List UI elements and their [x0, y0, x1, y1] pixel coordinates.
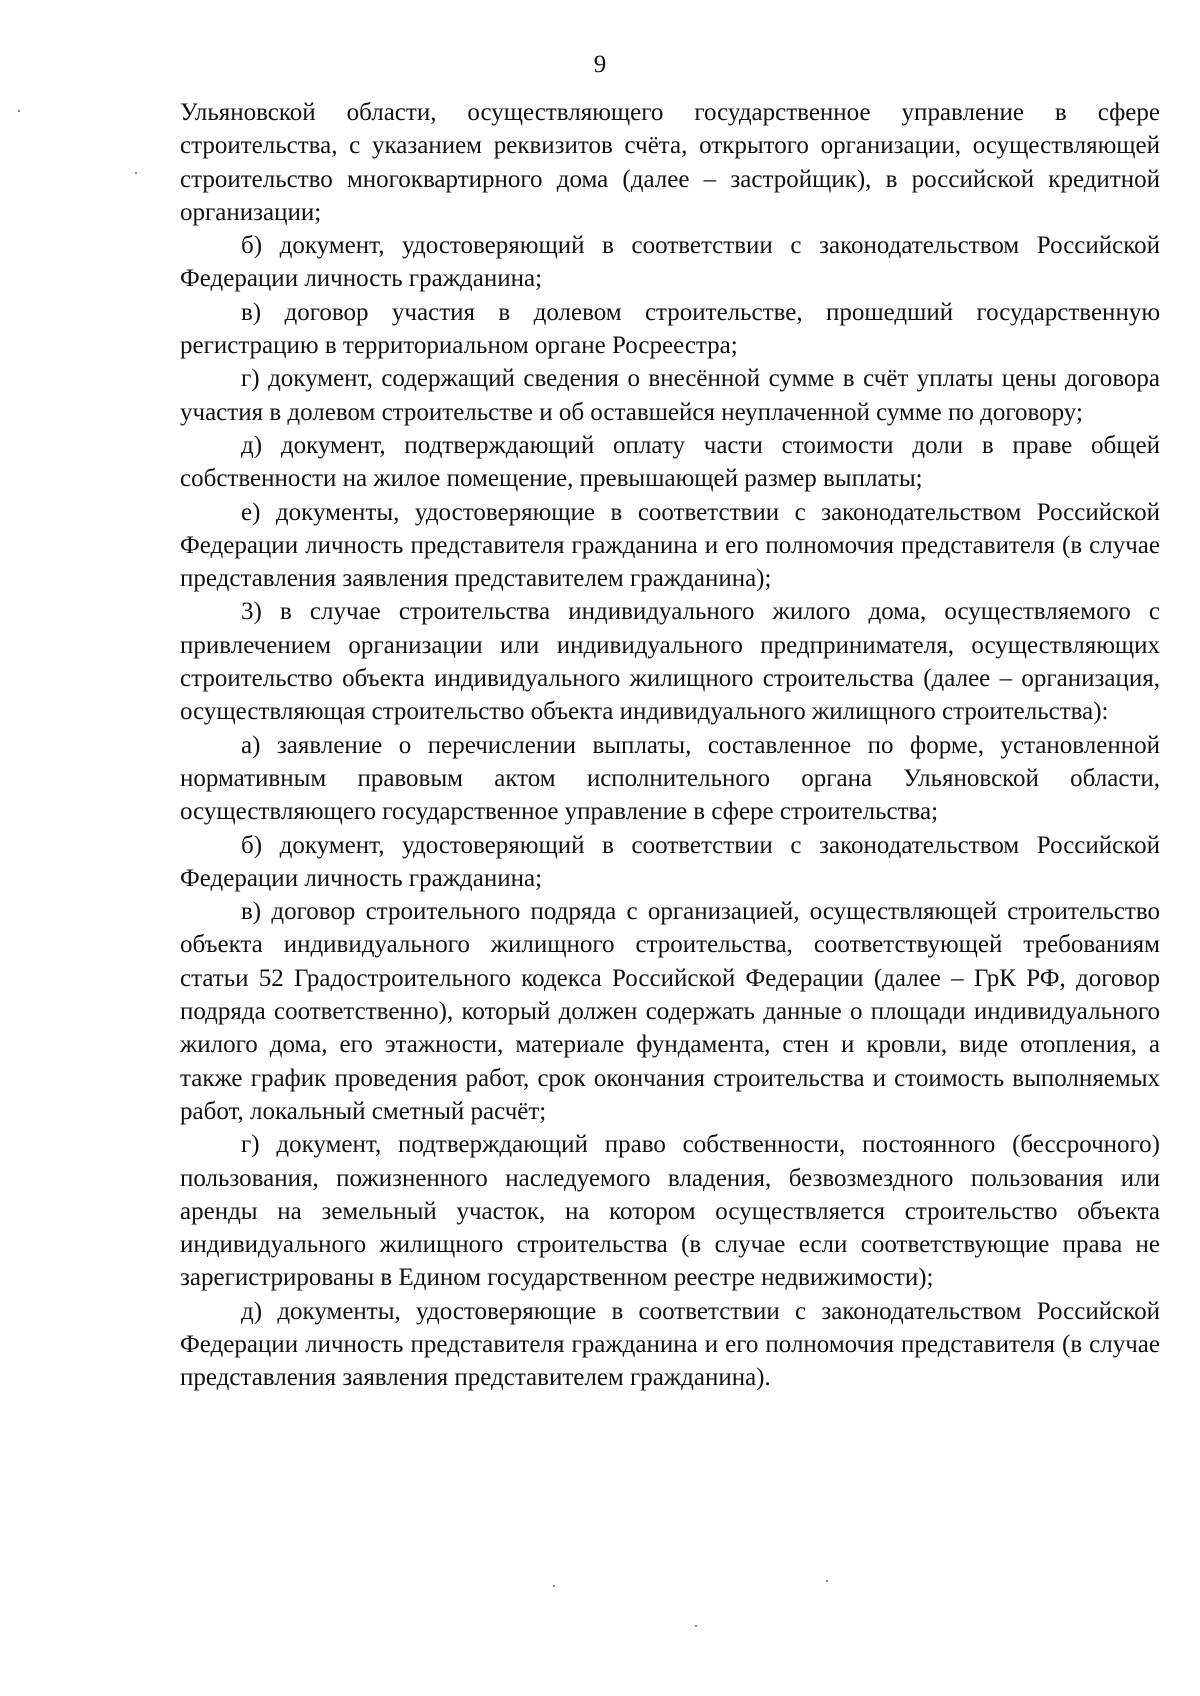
page-number: 9 [593, 51, 607, 78]
paragraph-item-g-2: г) документ, подтверждающий право собственности, постоянного (бессрочного) пользования, пожизненного наследуемого владения, безвозмездного пользования или аренды на земельный участок, на котором осуществляется строительство объекта индивидуального жилищного строительства (в случае если соответствующие права не зарегистрированы в Едином государственном реестре недвижимости); [180, 1131, 1160, 1292]
paragraph-item-v: в) договор участия в долевом строительстве, прошедший государственную регистрацию в территориальном органе Росреестра; [180, 298, 1160, 360]
paragraph-item-e: е) документы, удостоверяющие в соответствии с законодательством Российской Федерации личность представителя гражданина и его полномочия представителя (в случае представления заявления представителем гражданина); [180, 498, 1160, 593]
paragraph-item-g: г) документ, содержащий сведения о внесённой сумме в счёт уплаты цены договора участия в долевом строительстве и об оставшейся неуплаченной сумме по договору; [180, 365, 1160, 426]
paragraph-item-d: д) документ, подтверждающий оплату части стоимости доли в праве общей собственности на жилое помещение, превышающей размер выплаты; [180, 431, 1160, 493]
scan-speck [695, 1625, 697, 1627]
scan-speck [553, 1585, 555, 1587]
scan-speck [18, 110, 20, 112]
scan-speck [135, 172, 137, 174]
paragraph-item-b-2: б) документ, удостоверяющий в соответствии с законодательством Российской Федерации личность гражданина; [180, 831, 1160, 892]
document-body [180, 96, 1160, 1395]
paragraph-item-v-2: в) договор строительного подряда с организацией, осуществляющей строительство объекта индивидуального жилищного строительства, соответствующей требованиям статьи 52 Градостроительного кодекса Российской Федерации (далее – ГрК РФ, договор подряда соответственно), который должен содержать данные о площади индивидуального жилого дома, его этажности, материале фундамента, стен и кровли, виде отопления, а также график проведения работ, срок окончания строительства и стоимость выполняемых работ, локальный сметный расчёт; [180, 898, 1160, 1125]
paragraph-item-a: а) заявление о перечислении выплаты, составленное по форме, установленной нормативным правовым актом исполнительного органа Ульяновской области, осуществляющего государственное управление в сфере строительства; [180, 731, 1160, 826]
paragraph-item-b: б) документ, удостоверяющий в соответствии с законодательством Российской Федерации личность гражданина; [180, 232, 1160, 293]
scan-speck [826, 1580, 828, 1582]
paragraph-item-d-2: д) документы, удостоверяющие в соответствии с законодательством Российской Федерации личность представителя гражданина и его полномочия представителя (в случае представления заявления представителем гражданина). [180, 1297, 1160, 1392]
paragraph-continuation: Ульяновской области, осуществляющего государственное управление в сфере строительства, с указанием реквизитов счёта, открытого организации, осуществляющей строительство многоквартирного дома (далее – застройщик), в российской кредитной организации; [180, 99, 1160, 226]
paragraph-item-3: 3) в случае строительства индивидуального жилого дома, осуществляемого с привлечением организации или индивидуального предпринимателя, осуществляющих строительство объекта индивидуального жилищного строительства (далее – организация, осуществляющая строительство объекта индивидуального жилищного строительства): [180, 598, 1160, 726]
